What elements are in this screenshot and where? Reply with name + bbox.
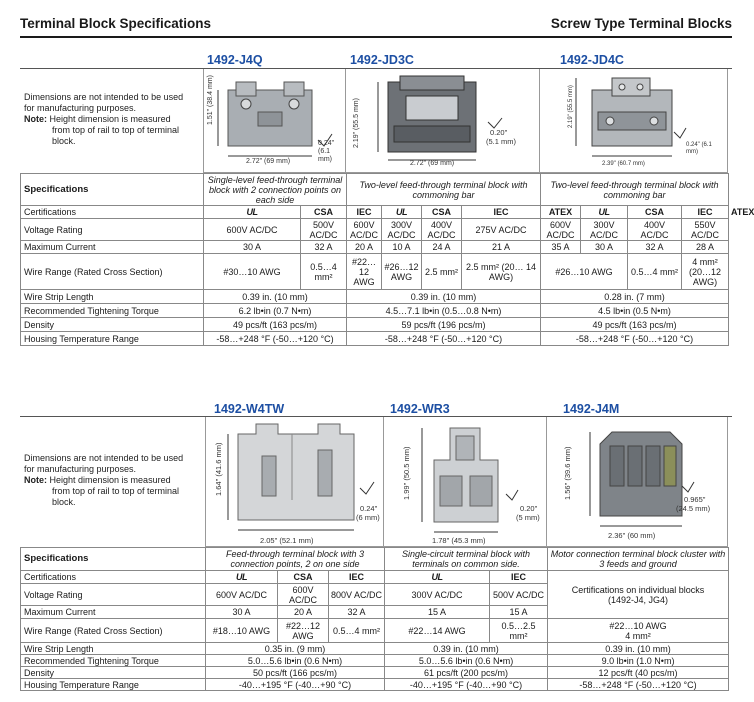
dim-depth: 0.20" [520,504,538,513]
table-cell: 15 A [490,606,548,619]
model-w4tw: 1492-W4TW [214,402,285,416]
terminal-block-jd4c-image [570,74,690,160]
table-row [21,219,729,241]
cert-cell: IEC [462,206,541,219]
dim-depth-mm: (24.5 mm) [676,504,711,513]
table-cell: 0.28 in. (7 mm) [541,290,729,304]
table-cell: 32 A [301,241,347,254]
table-cell: 2.5 mm² [422,254,462,290]
dim-height: 1.99" (50.5 mm) [402,446,411,500]
note-line: block. [52,136,76,146]
note-line: block. [52,497,76,507]
row-label: Voltage Rating [21,584,206,606]
model-wr3: 1492-WR3 [390,402,450,416]
row-label: Density [21,667,206,679]
table-cell: 275V AC/DC [462,219,541,241]
table-cell: #22…14 AWG [385,619,490,643]
table-row [21,332,729,346]
table-cell: 6.2 lb•in (0.7 N•m) [204,304,347,318]
dim-width: 2.39" (60.7 mm) [602,161,645,167]
table-cell: 15 A [385,606,490,619]
cert-note-j4m: Certifications on individual blocks (1492-J4, JG4) [548,571,729,619]
dim-width: 2.72" (69 mm) [246,158,291,165]
row-label: Specifications [21,174,204,206]
table-cell: 20 A [347,241,382,254]
spec-table-top [20,173,754,346]
table-row [21,241,729,254]
table-cell: 4.5…7.1 lb•in (0.5…0.8 N•m) [347,304,541,318]
description-jd4c: Two-level feed-through terminal block with commoning bar [541,174,729,206]
model-jd4c: 1492-JD4C [560,53,624,67]
row-label: Recommended Tightening Torque [21,655,206,667]
page-title: Terminal Block Specifications [20,16,212,31]
spec-table-bottom [20,547,729,691]
table-cell: -40…+195 °F (-40…+90 °C) [385,679,548,691]
terminal-block-w4tw-image [222,420,382,540]
table-cell: 32 A [628,241,682,254]
table-cell: 500V AC/DC [301,219,347,241]
dim-width: 2.72" (69 mm) [410,160,455,167]
terminal-block-jd3c-image [370,74,490,164]
table-cell: #26…10 AWG [541,254,628,290]
dim-width: 1.78" (45.3 mm) [432,536,486,545]
cert-cell: IEC [329,571,385,584]
table-cell: 0.5…2.5 mm² [490,619,548,643]
table-cell: 4.5 lb•in (0.5 N•m) [541,304,729,318]
model-jd3c: 1492-JD3C [350,53,414,67]
dim-height: 1.56" (39.6 mm) [563,446,572,500]
table-cell: 5.0…5.6 lb•in (0.6 N•m) [206,655,385,667]
table-cell: 0.39 in. (10 mm) [347,290,541,304]
description-w4tw: Feed-through terminal block with 3 connection points, 2 on one side [206,548,385,571]
model-j4q: 1492-J4Q [207,53,263,67]
table-row [21,548,729,571]
table-cell: -58…+248 °F (-50…+120 °C) [347,332,541,346]
dim-height: 1.51" (38.4 mm) [207,75,214,125]
description-jd3c: Two-level feed-through terminal block with commoning bar [347,174,541,206]
note-line: for manufacturing purposes. [24,103,137,113]
table-cell: #22…12 AWG [278,619,329,643]
table-cell: #18…10 AWG [206,619,278,643]
cert-cell: IEC [490,571,548,584]
table-cell: 20 A [278,606,329,619]
dim-depth-mm: (6 mm) [356,513,380,522]
table-cell: 21 A [462,241,541,254]
header-rule [20,36,732,38]
row-label: Density [21,318,204,332]
wire-awg: #22…10 AWG [609,620,667,631]
table-cell: 300V AC/DC [581,219,628,241]
table-cell: 0.35 in. (9 mm) [206,643,385,655]
row-label: Wire Strip Length [21,643,206,655]
table-cell: 300V AC/DC [385,584,490,606]
dim-depth-mm: (5 mm) [516,513,540,522]
table-cell [548,619,729,643]
ul-mark: UL [581,206,628,219]
cert-cell: IEC [682,206,729,219]
table-row [21,619,729,643]
table-cell: -58…+248 °F (-50…+120 °C) [548,679,729,691]
page-subtitle: Screw Type Terminal Blocks [550,16,732,31]
table-cell: 49 pcs/ft (163 pcs/m) [541,318,729,332]
table-cell: 0.39 in. (10 mm) [385,643,548,655]
dimension-note-top [24,92,183,147]
table-cell: 49 pcs/ft (163 pcs/m) [204,318,347,332]
table-cell: 30 A [206,606,278,619]
table-cell: 550V AC/DC [682,219,729,241]
dim-depth: 0.24" (6.1 mm) [686,142,712,155]
table-row [21,679,729,691]
table-cell: 400V AC/DC [628,219,682,241]
row-label: Recommended Tightening Torque [21,304,204,318]
table-cell: 600V AC/DC [206,584,278,606]
table-row: Certifications UL CSA IEC UL CSA IEC ATEX UL CSA IEC ATEX [21,206,729,219]
note-line: Height dimension is measured [49,475,171,485]
table-cell: 0.39 in. (10 mm) [204,290,347,304]
wire-mm: 4 mm² [625,630,651,641]
note-line: Dimensions are not intended to be used [24,92,184,102]
cert-cell: CSA [301,206,347,219]
table-cell: 50 pcs/ft (166 pcs/m) [206,667,385,679]
row-label: Maximum Current [21,606,206,619]
table-row [21,290,729,304]
table-cell: 4 mm² (20…12 AWG) [682,254,729,290]
cert-cell: CSA [628,206,682,219]
table-row [21,643,729,655]
note-line: from top of rail to top of terminal [52,486,180,496]
table-cell: -58…+248 °F (-50…+120 °C) [204,332,347,346]
row-label: Maximum Current [21,241,204,254]
row-label: Housing Temperature Range [21,332,204,346]
description-j4m: Motor connection terminal block cluster with 3 feeds and ground [548,548,729,571]
table-cell: 600V AC/DC [347,219,382,241]
table-row [21,571,729,584]
table-row [21,667,729,679]
note-line: for manufacturing purposes. [24,464,137,474]
note-line: Dimensions are not intended to be used [24,453,184,463]
dim-height: 1.64" (41.6 mm) [214,442,223,496]
table-cell: #22…12 AWG [347,254,382,290]
table-cell: #30…10 AWG [204,254,301,290]
row-label: Certifications [21,571,206,584]
table-cell: 2.5 mm² (20… 14 AWG) [462,254,541,290]
table-cell: 300V AC/DC [382,219,422,241]
table-cell: 600V AC/DC [204,219,301,241]
table-cell: 0.39 in. (10 mm) [548,643,729,655]
table-cell: 10 A [382,241,422,254]
table-cell: 30 A [581,241,628,254]
terminal-block-j4m-image [582,424,692,534]
ul-mark: UL [382,206,422,219]
model-j4m: 1492-J4M [563,402,620,416]
table-cell: -40…+195 °F (-40…+90 °C) [206,679,385,691]
cert-cell: ATEX [541,206,581,219]
description-wr3: Single-circuit terminal block with terminals on common side. [385,548,548,571]
dim-depth: 0.24" [360,504,378,513]
row-label: Specifications [21,548,206,571]
table-cell: 0.5…4 mm² [301,254,347,290]
table-row [21,318,729,332]
table-cell: 600V AC/DC [278,584,329,606]
row-label: Voltage Rating [21,219,204,241]
table-cell: 0.5…4 mm² [628,254,682,290]
table-cell: 5.0…5.6 lb•in (0.6 N•m) [385,655,548,667]
table-cell: 61 pcs/ft (200 pcs/m) [385,667,548,679]
dim-depth: 0.20" [490,128,508,137]
table-cell: 9.0 lb•in (1.0 N•m) [548,655,729,667]
table-row [21,304,729,318]
table-cell: 59 pcs/ft (196 pcs/m) [347,318,541,332]
cert-cell: IEC [347,206,382,219]
note-label: Note: [24,114,47,124]
cert-cell: CSA [422,206,462,219]
dim-width: 2.36" (60 mm) [608,531,656,540]
table-cell: 400V AC/DC [422,219,462,241]
table-row [21,254,729,290]
table-cell: -58…+248 °F (-50…+120 °C) [541,332,729,346]
table-cell: 600V AC/DC [541,219,581,241]
note-line: Height dimension is measured [49,114,171,124]
table-cell: 0.5…4 mm² [329,619,385,643]
ul-mark: UL [206,571,278,584]
row-label: Wire Strip Length [21,290,204,304]
table-cell: 12 pcs/ft (40 pcs/m) [548,667,729,679]
table-cell: 30 A [204,241,301,254]
table-row [21,174,729,206]
note-line: from top of rail to top of terminal [52,125,180,135]
ul-mark: UL [204,206,301,219]
dimension-note-bottom [24,453,183,508]
dim-depth-mm: (5.1 mm) [486,137,516,146]
table-cell: 24 A [422,241,462,254]
row-label: Wire Range (Rated Cross Section) [21,619,206,643]
dim-height: 2.19" (55.5 mm) [353,98,360,148]
dim-height: 2.19" (55.5 mm) [568,85,574,128]
table-cell: 28 A [682,241,729,254]
row-label: Housing Temperature Range [21,679,206,691]
table-cell: 500V AC/DC [490,584,548,606]
row-label: Certifications [21,206,204,219]
description-j4q: Single-level feed-through terminal block with 2 connection points on each side [204,174,347,206]
dim-depth: 0.24" (6.1 mm) [318,140,335,163]
table-cell: 800V AC/DC [329,584,385,606]
terminal-block-wr3-image [410,420,520,540]
table-cell: #26…12 AWG [382,254,422,290]
note-label: Note: [24,475,47,485]
table-cell: 32 A [329,606,385,619]
dim-depth: 0.965" [684,495,706,504]
table-cell: 35 A [541,241,581,254]
cert-cell: CSA [278,571,329,584]
dim-width: 2.05" (52.1 mm) [260,536,314,545]
ul-mark: UL [385,571,490,584]
row-label: Wire Range (Rated Cross Section) [21,254,204,290]
table-row [21,655,729,667]
